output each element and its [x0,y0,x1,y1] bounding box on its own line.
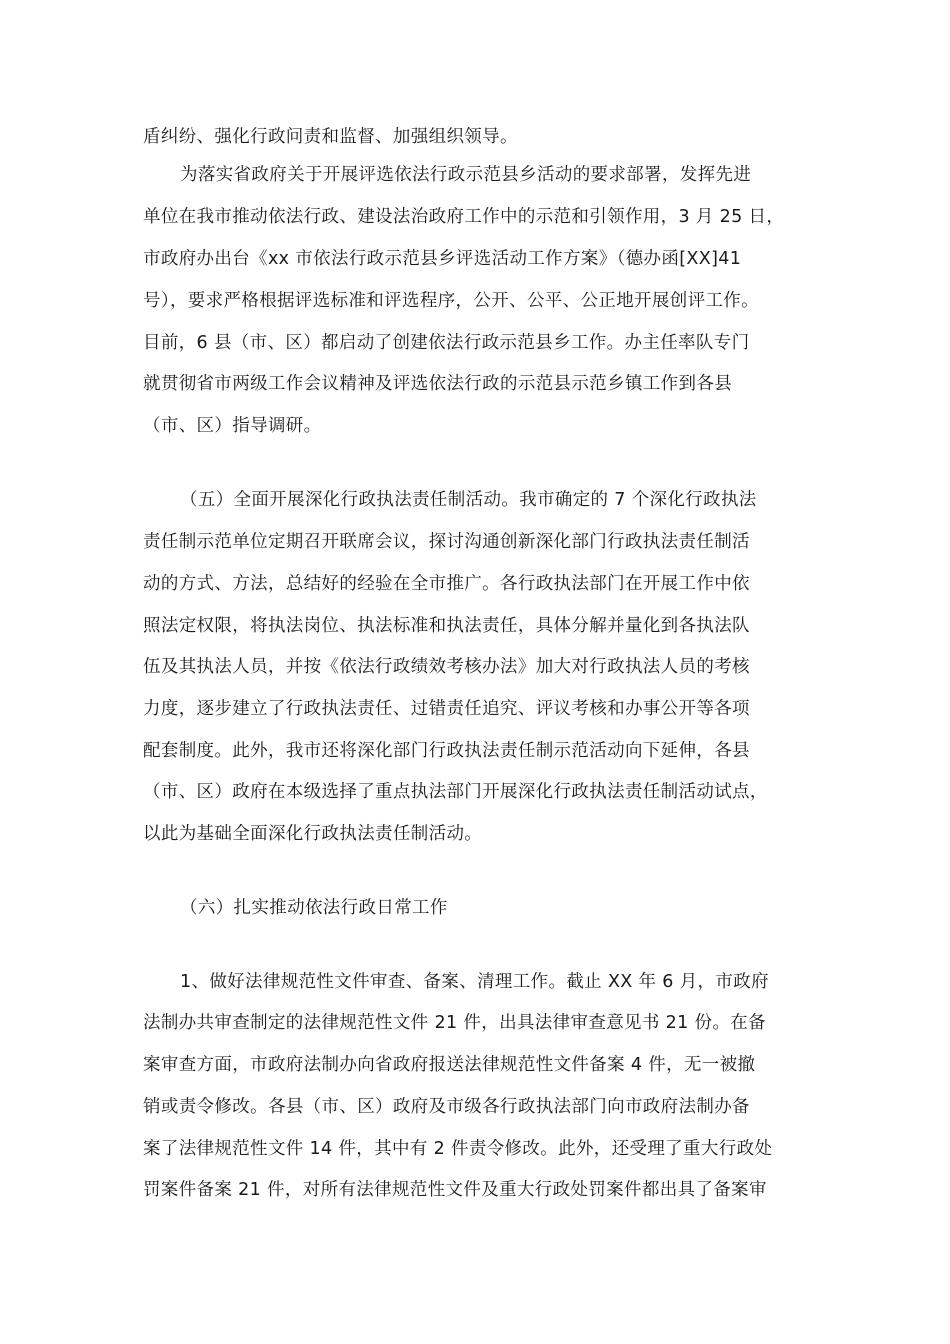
text-line: 目前，6 县（市、区）都启动了创建依法行政示范县乡工作。办主任率队专门 [143,333,750,353]
text-line: 以此为基础全面深化行政执法责任制活动。 [143,824,483,844]
text-line: 号），要求严格根据评选标准和评选程序，公开、公平、公正地开展创评工作。 [143,291,759,311]
text-line: （市、区）政府在本级选择了重点执法部门开展深化行政执法责任制活动试点， [143,782,768,802]
text-line: 伍及其执法人员，并按《依法行政绩效考核办法》加大对行政执法人员的考核 [143,657,750,677]
text-line: 责任制示范单位定期召开联席会议，探讨沟通创新深化部门行政执法责任制活 [143,532,750,552]
text-line: 1、做好法律规范性文件审查、备案、清理工作。截止 XX 年 6 月，市政府 [180,972,769,992]
text-line: 市政府办出台《xx 市依法行政示范县乡评选活动工作方案》（德办函[XX]41 [143,249,742,269]
text-line: 动的方式、方法，总结好的经验在全市推广。各行政执法部门在开展工作中依 [143,574,750,594]
text-line: 盾纠纷、强化行政问责和监督、加强组织领导。 [143,127,518,147]
text-line: 单位在我市推动依法行政、建设法治政府工作中的示范和引领作用，3 月 25 日， [143,207,785,227]
text-line: 就贯彻省市两级工作会议精神及评选依法行政的示范县示范乡镇工作到各县 [143,374,733,394]
text-line: 销或责令修改。各县（市、区）政府及市级各行政执法部门向市政府法制办备 [143,1097,750,1117]
text-line: 法制办共审查制定的法律规范性文件 21 件，出具法律审查意见书 21 份。在备 [143,1013,766,1033]
text-line: 罚案件备案 21 件，对所有法律规范性文件及重大行政处罚案件都出具了备案审 [143,1180,767,1200]
text-line: 配套制度。此外，我市还将深化部门行政执法责任制示范活动向下延伸，各县 [143,741,750,761]
text-line: 案审查方面，市政府法制办向省政府报送法律规范性文件备案 4 件，无一被撤 [143,1055,756,1075]
text-line: 力度，逐步建立了行政执法责任、过错责任追究、评议考核和办事公开等各项 [143,699,750,719]
section-heading: （六）扎实推动依法行政日常工作 [180,898,448,918]
text-line: 为落实省政府关于开展评选依法行政示范县乡活动的要求部署，发挥先进 [180,165,752,185]
section-heading-line: （五）全面开展深化行政执法责任制活动。我市确定的 7 个深化行政执法 [180,490,757,510]
text-line: （市、区）指导调研。 [143,416,322,436]
text-line: 案了法律规范性文件 14 件，其中有 2 件责令修改。此外，还受理了重大行政处 [143,1139,773,1159]
text-line: 照法定权限，将执法岗位、执法标准和执法责任，具体分解并量化到各执法队 [143,616,750,636]
